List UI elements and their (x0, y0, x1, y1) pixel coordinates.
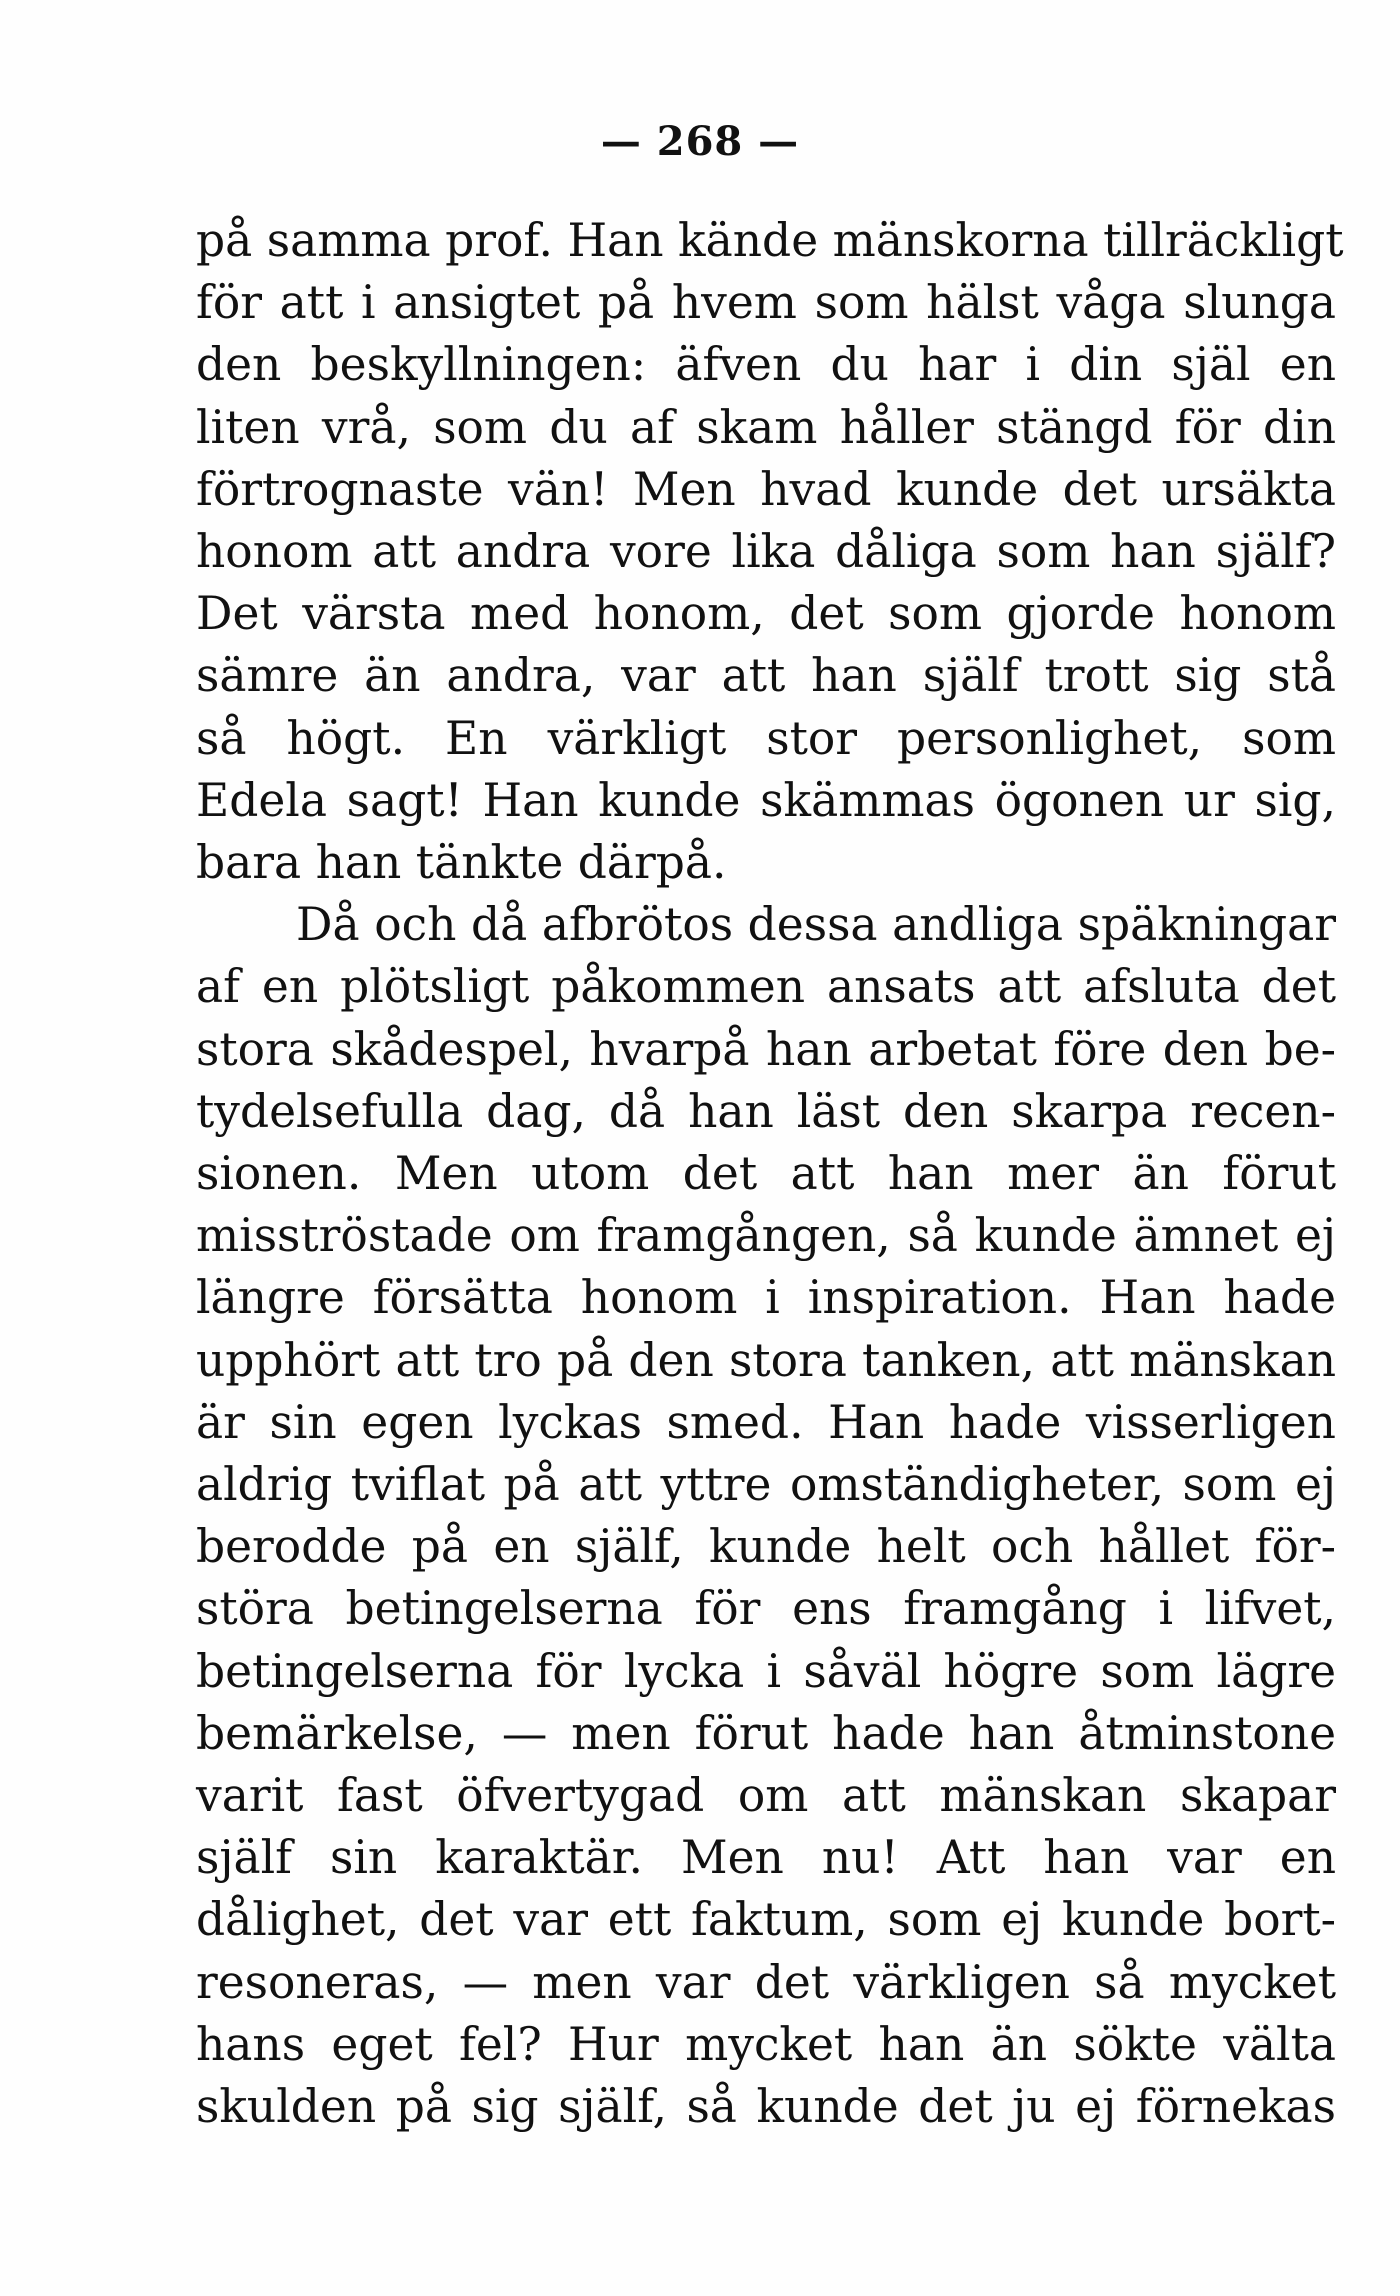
text-line: upphört att tro på den stora tanken, att mänskan (196, 1333, 1336, 1387)
text-line: Edela sagt! Han kunde skämmas ögonen ur sig, (196, 773, 1336, 827)
text-line: bara han tänkte därpå. (196, 836, 727, 890)
text-line: längre försätta honom i inspiration. Han hade (196, 1271, 1336, 1325)
text-line: honom att andra vore lika dåliga som han själf? (196, 525, 1336, 579)
text-line: misströstade om framgången, så kunde ämnet ej (196, 1209, 1336, 1263)
text-line: förtrognaste vän! Men hvad kunde det ursäkta (196, 462, 1336, 516)
text-line: är sin egen lyckas smed. Han hade visserligen (196, 1395, 1336, 1449)
text-line: dålighet, det var ett faktum, som ej kunde bort- (196, 1893, 1336, 1947)
text-line: stora skådespel, hvarpå han arbetat före den be- (196, 1022, 1336, 1076)
text-line: på samma prof. Han kände mänskorna tillräckligt (196, 214, 1344, 267)
text-line: så högt. En värkligt stor personlighet, som (196, 711, 1336, 765)
text-line: själf sin karaktär. Men nu! Att han var en (196, 1831, 1336, 1885)
text-line: varit fast öfvertygad om att mänskan skapar (196, 1769, 1336, 1823)
text-line: af en plötsligt påkommen ansats att afsluta det (196, 960, 1336, 1014)
text-line: sionen. Men utom det att han mer än förut (196, 1147, 1336, 1201)
text-line: hans eget fel? Hur mycket han än sökte välta (196, 2017, 1336, 2071)
text-line: berodde på en själf, kunde helt och hållet för- (196, 1520, 1336, 1574)
text-line: bemärkelse, — men förut hade han åtminstone (196, 1706, 1336, 1760)
text-line: störa betingelserna för ens framgång i lifvet, (196, 1582, 1336, 1636)
text-line: sämre än andra, var att han själf trott sig stå (196, 649, 1336, 703)
text-line: resoneras, — men var det värkligen så mycket (196, 1955, 1336, 2009)
text-line: liten vrå, som du af skam håller stängd för din (196, 400, 1336, 454)
text-line: Det värsta med honom, det som gjorde honom (196, 587, 1336, 641)
text-line: den beskyllningen: äfven du har i din själ en (196, 338, 1336, 392)
text-line: betingelserna för lycka i såväl högre som lägre (196, 1644, 1336, 1698)
text-line: för att i ansigtet på hvem som hälst våga slunga (196, 276, 1336, 330)
page-number: — 268 — (600, 118, 800, 165)
body-text (196, 210, 1344, 2138)
text-line: tydelsefulla dag, då han läst den skarpa recen- (196, 1084, 1336, 1138)
text-line: Då och då afbrötos dessa andliga späkningar (296, 898, 1336, 952)
text-line: aldrig tviflat på att yttre omständigheter, som ej (196, 1458, 1336, 1512)
text-line: skulden på sig själf, så kunde det ju ej förnekas (196, 2080, 1336, 2134)
